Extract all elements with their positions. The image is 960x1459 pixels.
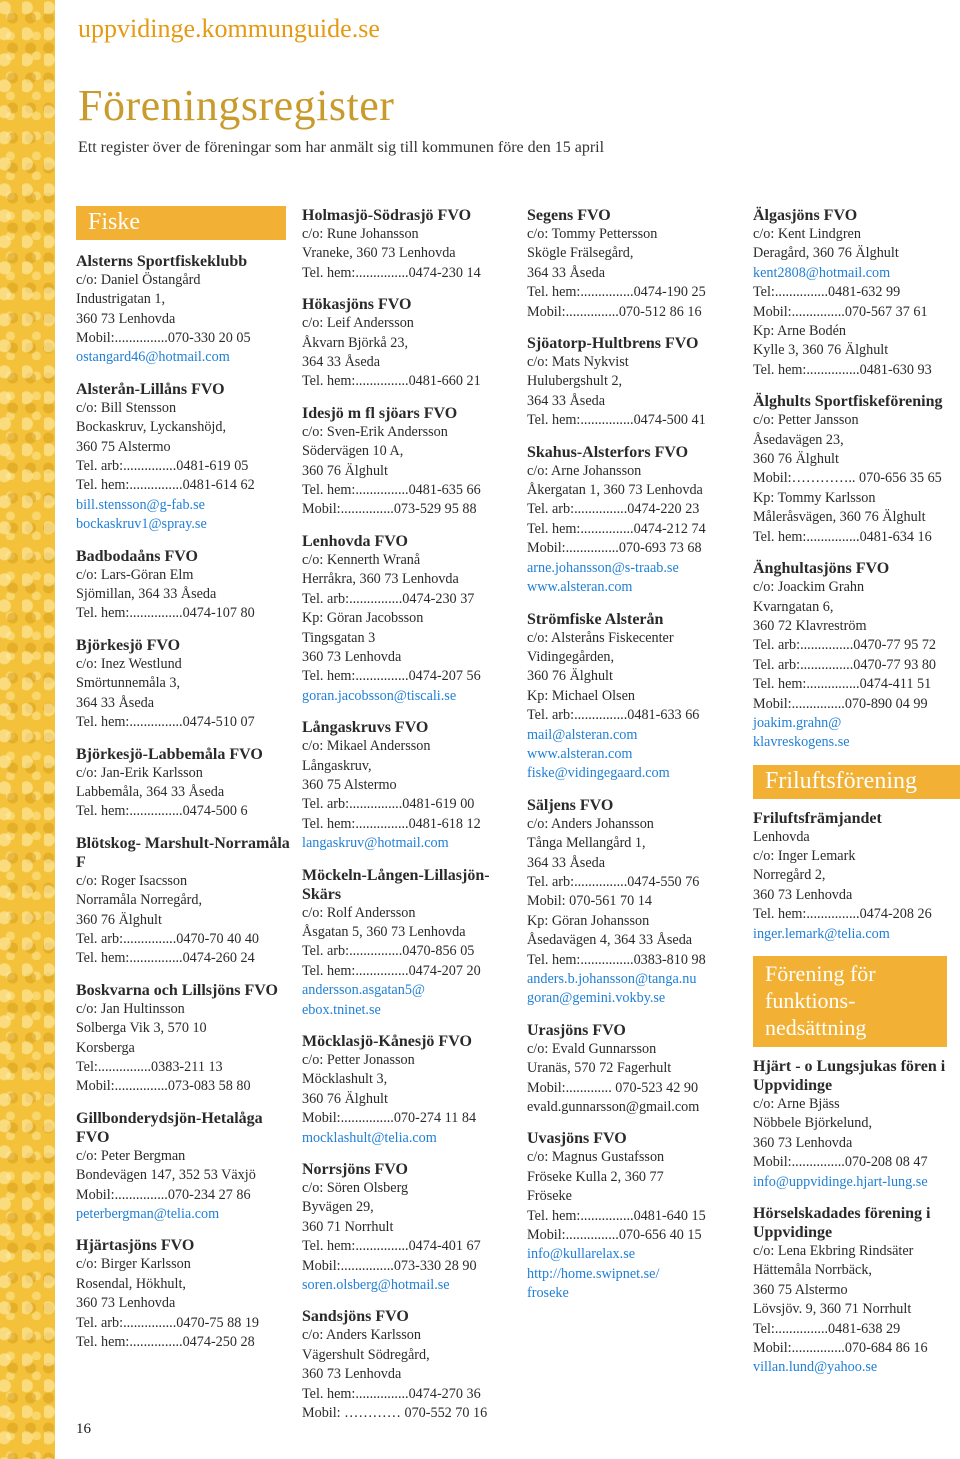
association-name: Norrsjöns FVO [302, 1161, 408, 1179]
association-entry [302, 295, 522, 392]
contact-line: Mobil:...............070-567 37 61 [753, 303, 928, 320]
association-name: Änghultasjöns FVO [753, 560, 890, 578]
association-entry [76, 380, 296, 535]
contact-line: Uranäs, 570 72 Fagerhult [527, 1060, 672, 1077]
contact-line: c/o: Daniel Östangård [76, 271, 201, 288]
contact-line: c/o: Leif Andersson [302, 315, 414, 332]
contact-line: c/o: Kennerth Wranå [302, 551, 421, 568]
contact-line: Åkvarn Björkå 23, [302, 334, 408, 351]
contact-line: evald.gunnarsson@gmail.com [527, 1099, 700, 1116]
association-name: Alsterns Sportfiskeklubb [76, 252, 248, 270]
contact-link[interactable]: www.alsteran.com [527, 745, 633, 762]
contact-line: Långaskruv, [302, 757, 372, 774]
contact-line: c/o: Inger Lemark [753, 847, 856, 864]
contact-line: Södervägen 10 A, [302, 443, 404, 460]
association-entry [302, 866, 522, 1020]
contact-link[interactable]: ebox.tninet.se [302, 1001, 381, 1018]
association-entry [527, 206, 747, 322]
contact-line: Mobil:...............070-208 08 47 [753, 1154, 928, 1171]
contact-line: Tel. hem:...............0474-207 20 [302, 962, 481, 979]
contact-line: Vägershult Södregård, [302, 1346, 430, 1363]
contact-line: 360 76 Älghult [753, 451, 839, 468]
contact-line: Industrigatan 1, [76, 291, 166, 308]
contact-link[interactable]: www.alsteran.com [527, 579, 633, 596]
contact-line: Vidingegården, [527, 648, 615, 665]
association-entry [76, 636, 296, 733]
contact-line: c/o: Peter Bergman [76, 1147, 186, 1164]
contact-line: Solberga Vik 3, 570 10 [76, 1020, 207, 1037]
contact-line: Tel. arb:...............0470-856 05 [302, 943, 475, 960]
contact-link[interactable]: villan.lund@yahoo.se [753, 1359, 878, 1376]
contact-line: 360 73 Lenhovda [76, 1295, 176, 1312]
contact-line: Tel. hem:...............0474-260 24 [76, 950, 255, 967]
association-entry [753, 559, 960, 753]
contact-line: c/o: Arne Bjäss [753, 1095, 840, 1112]
association-name: Hörselskadades förening i Uppvidinge [753, 1205, 931, 1242]
association-name: Långaskruvs FVO [302, 719, 429, 737]
association-entry [753, 206, 960, 380]
contact-line: c/o: Anders Karlsson [302, 1327, 421, 1344]
contact-link[interactable]: ostangard46@hotmail.com [76, 349, 230, 366]
contact-line: c/o: Rune Johansson [302, 226, 419, 242]
contact-line: Tel. hem:...............0474-270 36 [302, 1385, 481, 1402]
association-name: Alsterån-Lillåns FVO [76, 380, 225, 398]
association-entry [527, 1129, 747, 1303]
association-name: Möckeln-Lången-Lillasjön-Skärs [302, 866, 490, 903]
contact-line: Mobil:...............070-890 04 99 [753, 695, 928, 712]
contact-line: Tånga Mellangård 1, [527, 835, 646, 852]
contact-line: Mobil:...............070-684 86 16 [753, 1340, 928, 1357]
contact-line: Bockaskruv, Lyckanshöjd, [76, 419, 226, 436]
association-name: Holmasjö-Södrasjö FVO [302, 207, 472, 224]
column-1 [76, 206, 296, 1364]
association-entry [302, 1160, 522, 1295]
contact-line: Tel. arb:...............0481-619 00 [302, 796, 475, 813]
association-name: Älgasjöns FVO [753, 207, 858, 224]
association-name: Idesjö m fl sjöars FVO [302, 404, 458, 422]
contact-line: Rosendal, Hökhult, [76, 1275, 186, 1292]
contact-link[interactable]: langaskruv@hotmail.com [302, 835, 449, 852]
contact-link[interactable]: peterbergman@telia.com [76, 1206, 220, 1223]
association-name: Sjöatorp-Hultbrens FVO [527, 335, 699, 353]
contact-line: 364 33 Åseda [527, 854, 606, 871]
contact-line: c/o: Lena Ekbring Rindsäter [753, 1243, 914, 1260]
contact-link[interactable]: andersson.asgatan5@ [302, 982, 425, 999]
contact-line: 360 72 Klavreström [753, 617, 867, 634]
association-entry [302, 1032, 522, 1148]
contact-line: 364 33 Åseda [527, 392, 606, 409]
contact-line: Tel. hem:...............0481-618 12 [302, 815, 481, 832]
contact-line: Vraneke, 360 73 Lenhovda [302, 245, 456, 262]
contact-line: 364 33 Åseda [76, 694, 155, 711]
association-entry [527, 443, 747, 598]
association-name: Sandsjöns FVO [302, 1308, 409, 1326]
contact-line: Möcklashult 3, [302, 1071, 388, 1088]
contact-line: Mobil:...............070-330 20 05 [76, 330, 251, 347]
association-name: Segens FVO [527, 207, 611, 224]
contact-line: Tel. hem:...............0474-401 67 [302, 1238, 481, 1255]
contact-line: c/o: Magnus Gustafsson [527, 1149, 665, 1166]
contact-line: Tel. hem:...............0474-510 07 [76, 714, 255, 731]
page-number: 16 [76, 1421, 91, 1437]
association-name: Lenhovda FVO [302, 532, 408, 550]
contact-line: Mobil:...............070-274 11 84 [302, 1110, 477, 1127]
contact-line: 360 73 Lenhovda [302, 1366, 402, 1383]
contact-line: Mobil:………….. 070-656 35 65 [753, 470, 942, 487]
association-name: Gillbonderydsjön-Hetalåga FVO [76, 1109, 263, 1146]
contact-line: Tel. hem:...............0474-208 26 [753, 906, 932, 923]
contact-line: 360 75 Alstermo [76, 438, 171, 455]
contact-line: Kp: Michael Olsen [527, 687, 635, 704]
contact-line: Mobil:...............070-693 73 68 [527, 540, 702, 557]
contact-line: 360 71 Norrhult [302, 1218, 394, 1235]
contact-line: Bondevägen 147, 352 53 Växjö [76, 1167, 256, 1184]
contact-line: Lenhovda [753, 828, 810, 845]
association-entry [302, 1307, 522, 1423]
contact-line: 360 73 Lenhovda [753, 886, 853, 903]
contact-line: Hättemåla Norrbäck, [753, 1262, 872, 1279]
contact-line: Tel. arb:...............0481-633 66 [527, 707, 700, 724]
contact-link[interactable]: klavreskogens.se [753, 734, 850, 751]
contact-line: c/o: Sven-Erik Andersson [302, 423, 448, 440]
contact-line: c/o: Sören Olsberg [302, 1180, 409, 1197]
contact-line: Tel. hem:...............0481-614 62 [76, 477, 255, 494]
contact-link[interactable]: mail@alsteran.com [527, 726, 638, 743]
contact-line: Åkergatan 1, 360 73 Lenhovda [527, 482, 703, 499]
contact-line: 360 76 Älghult [302, 1090, 388, 1107]
association-entry [753, 1204, 960, 1378]
contact-line: Tel. hem:...............0474-230 14 [302, 264, 481, 281]
section-header-fiske: Fiske [76, 206, 286, 240]
association-entry [527, 1021, 747, 1118]
contact-line: Tel:...............0383-211 13 [76, 1058, 223, 1075]
association-name: Urasjöns FVO [527, 1021, 626, 1039]
association-name: Friluftsfrämjandet [753, 809, 882, 827]
contact-line: Mobil:...............070-656 40 15 [527, 1227, 702, 1244]
contact-line: c/o: Petter Jansson [753, 412, 859, 429]
contact-line: Deragård, 360 76 Älghult [753, 245, 899, 262]
contact-line: Tel:...............0481-638 29 [753, 1320, 901, 1337]
contact-line: c/o: Rolf Andersson [302, 904, 416, 921]
contact-line: c/o: Anders Johansson [527, 815, 654, 832]
contact-line: Tel. arb:...............0470-70 40 40 [76, 930, 260, 947]
contact-line: Lövsjöv. 9, 360 71 Norrhult [753, 1301, 912, 1318]
contact-line: 360 75 Alstermo [753, 1281, 848, 1298]
contact-line: Norregård 2, [753, 867, 826, 884]
association-entry [753, 809, 960, 944]
contact-line: c/o: Mats Nykvist [527, 354, 629, 371]
association-entry [527, 334, 747, 431]
contact-line: c/o: Evald Gunnarsson [527, 1040, 657, 1057]
contact-line: Tel. hem:...............0481-630 93 [753, 361, 932, 378]
association-entry [76, 1109, 296, 1225]
section-header-forening-for-funktions-nedsattning: Förening för funktions-nedsättning [753, 956, 947, 1047]
contact-line: Mobil: ………… 070-552 70 16 [302, 1405, 488, 1422]
contact-line: c/o: Lars-Göran Elm [76, 566, 194, 583]
contact-line: Kp: Göran Jacobsson [302, 610, 424, 627]
contact-line: 360 76 Älghult [302, 462, 388, 479]
contact-line: Tel. arb:...............0474-550 76 [527, 873, 700, 890]
contact-line: Tel. hem:...............0481-640 15 [527, 1207, 706, 1224]
contact-link[interactable]: bockaskruv1@spray.se [76, 516, 207, 533]
association-entry [76, 1236, 296, 1352]
section-header-friluftsforening: Friluftsförening [753, 765, 960, 799]
association-name: Blötskog- Marshult-Norramåla F [76, 834, 290, 871]
association-name: Älghults Sportfiskeförening [753, 393, 943, 411]
association-entry [753, 1057, 960, 1192]
contact-line: 360 75 Alstermo [302, 776, 397, 793]
association-entry [302, 206, 522, 283]
contact-line: 360 76 Älghult [76, 911, 162, 928]
contact-line: Kylle 3, 360 76 Älghult [753, 342, 889, 359]
contact-line: Hulubergshult 2, [527, 373, 623, 390]
contact-line: Tel. arb:...............0474-220 23 [527, 501, 700, 518]
association-name: Björkesjö FVO [76, 636, 181, 654]
column-2 [302, 206, 522, 1436]
contact-line: Kp: Arne Bodén [753, 323, 846, 340]
page-title: Föreningsregister [78, 81, 395, 130]
contact-link[interactable]: goran@gemini.vokby.se [527, 990, 666, 1007]
contact-line: Mobil:...............073-330 28 90 [302, 1257, 477, 1274]
contact-line: Mobil:...............070-234 27 86 [76, 1186, 251, 1203]
association-name: Strömfiske Alsterån [527, 610, 664, 628]
contact-line: Byvägen 29, [302, 1199, 374, 1216]
contact-line: c/o: Mikael Andersson [302, 738, 431, 755]
contact-link[interactable]: arne.johansson@s-traab.se [527, 559, 679, 576]
contact-line: c/o: Tommy Pettersson [527, 226, 658, 242]
contact-line: Tel. arb:...............0470-77 95 72 [753, 637, 937, 654]
contact-line: Mobil:...............073-529 95 88 [302, 501, 477, 518]
contact-line: c/o: Petter Jonasson [302, 1052, 415, 1068]
contact-line: Tel. hem:...............0474-500 6 [76, 803, 248, 820]
contact-link[interactable]: info@uppvidinge.hjart-lung.se [753, 1173, 928, 1190]
association-name: Badbodaåns FVO [76, 547, 198, 565]
contact-link[interactable]: anders.b.johansson@tanga.nu [527, 971, 697, 987]
contact-line: Tingsgatan 3 [302, 629, 376, 646]
association-name: Skahus-Alsterfors FVO [527, 443, 689, 461]
contact-line: Tel. hem:...............0481-660 21 [302, 373, 481, 390]
contact-line: 360 73 Lenhovda [76, 310, 176, 327]
contact-line: Sjömillan, 364 33 Åseda [76, 586, 217, 603]
association-name: Säljens FVO [527, 796, 614, 814]
association-name: Uvasjöns FVO [527, 1130, 627, 1148]
contact-link[interactable]: soren.olsberg@hotmail.se [302, 1277, 450, 1294]
contact-line: c/o: Jan Hultinsson [76, 1000, 185, 1017]
column-3 [527, 206, 747, 1316]
association-name: Boskvarna och Lillsjöns FVO [76, 981, 278, 999]
association-entry [76, 745, 296, 822]
contact-line: Tel. arb:...............0470-77 93 80 [753, 656, 937, 673]
decorative-side-strip [0, 0, 55, 1459]
contact-line: Tel. hem:...............0383-810 98 [527, 951, 706, 968]
contact-link[interactable]: inger.lemark@telia.com [753, 925, 890, 942]
contact-line: Tel. hem:...............0474-411 51 [753, 676, 932, 693]
contact-line: Tel. hem:...............0481-634 16 [753, 528, 932, 545]
contact-line: Tel. hem:...............0474-207 56 [302, 668, 481, 685]
contact-line: Herråkra, 360 73 Lenhovda [302, 571, 459, 588]
association-name: Hjärtasjöns FVO [76, 1237, 195, 1255]
association-entry [76, 547, 296, 624]
contact-line: c/o: Birger Karlsson [76, 1256, 191, 1273]
contact-link[interactable]: goran.jacobsson@tiscali.se [302, 687, 457, 704]
association-entry [76, 252, 296, 368]
contact-line: Måleråsvägen, 360 76 Älghult [753, 509, 926, 526]
contact-line: Smörtunnemåla 3, [76, 675, 181, 692]
contact-line: 364 33 Åseda [302, 354, 381, 371]
column-4 [753, 206, 960, 1390]
contact-line: c/o: Roger Isacsson [76, 872, 188, 889]
contact-link[interactable]: http://home.swipnet.se/ [527, 1265, 660, 1282]
contact-line: Fröseke Kulla 2, 360 77 [527, 1168, 664, 1185]
contact-link[interactable]: fiske@vidingegaard.com [527, 765, 670, 782]
contact-link[interactable]: bill.stensson@g-fab.se [76, 496, 205, 513]
contact-line: c/o: Joackim Grahn [753, 579, 865, 596]
contact-line: c/o: Inez Westlund [76, 655, 182, 672]
association-entry [302, 532, 522, 706]
association-name: Hökasjöns FVO [302, 296, 412, 314]
association-entry [527, 796, 747, 1009]
contact-line: c/o: Kent Lindgren [753, 226, 861, 242]
contact-line: c/o: Arne Johansson [527, 462, 642, 479]
contact-line: Nöbbele Björkelund, [753, 1115, 872, 1132]
association-entry [76, 834, 296, 969]
contact-link[interactable]: kent2808@hotmail.com [753, 264, 891, 281]
association-entry [76, 981, 296, 1097]
contact-line: Mobil:............. 070-523 42 90 [527, 1079, 699, 1096]
association-entry [302, 404, 522, 520]
association-entry [753, 392, 960, 547]
contact-line: Kp: Tommy Karlsson [753, 489, 876, 506]
contact-line: Tel. arb:...............0481-619 05 [76, 458, 249, 475]
contact-line: c/o: Bill Stensson [76, 399, 177, 416]
contact-line: Korsberga [76, 1039, 135, 1056]
contact-line: 360 73 Lenhovda [302, 648, 402, 665]
contact-line: Tel:...............0481-632 99 [753, 284, 901, 301]
association-entry [527, 610, 747, 784]
contact-line: Tel. hem:...............0474-190 25 [527, 284, 706, 301]
contact-link[interactable]: info@kullarelax.se [527, 1246, 636, 1263]
contact-line: Tel. hem:...............0481-635 66 [302, 482, 481, 499]
contact-line: Skögle Frälsegård, [527, 245, 634, 262]
contact-line: Labbemåla, 364 33 Åseda [76, 783, 225, 800]
contact-line: Mobil:...............073-083 58 80 [76, 1078, 251, 1095]
contact-line: Tel. arb:...............0470-75 88 19 [76, 1314, 260, 1331]
contact-line: Mobil:...............070-512 86 16 [527, 303, 702, 320]
contact-link[interactable]: mocklashult@telia.com [302, 1129, 437, 1146]
site-url[interactable]: uppvidinge.kommunguide.se [78, 14, 380, 43]
contact-line: Fröseke [527, 1188, 572, 1205]
association-name: Hjärt - o Lungsjukas fören i Uppvidinge [753, 1057, 946, 1094]
contact-line: Tel. hem:...............0474-107 80 [76, 605, 255, 622]
contact-line: Kp: Göran Johansson [527, 912, 650, 929]
contact-line: 360 73 Lenhovda [753, 1134, 853, 1151]
contact-link[interactable]: joakim.grahn@ [753, 714, 842, 731]
contact-line: 364 33 Åseda [527, 264, 606, 281]
association-entry [302, 718, 522, 853]
association-name: Möcklasjö-Kånesjö FVO [302, 1033, 472, 1050]
contact-line: 360 76 Älghult [527, 668, 613, 685]
page-subtitle: Ett register över de föreningar som har anmält sig till kommunen före den 15 april [78, 139, 605, 156]
contact-line: Tel. hem:...............0474-250 28 [76, 1334, 255, 1351]
contact-line: Tel. hem:...............0474-212 74 [527, 520, 706, 537]
contact-line: Norramåla Norregård, [76, 892, 203, 909]
contact-line: c/o: Alsteråns Fiskecenter [527, 629, 674, 646]
contact-line: Åsedavägen 23, [753, 431, 844, 448]
contact-line: Mobil: 070-561 70 14 [527, 893, 652, 910]
contact-line: Kvarngatan 6, [753, 598, 834, 615]
contact-line: Åsgatan 5, 360 73 Lenhovda [302, 923, 466, 940]
contact-line: Tel. arb:...............0474-230 37 [302, 590, 475, 607]
association-name: Björkesjö-Labbemåla FVO [76, 745, 263, 763]
contact-line: c/o: Jan-Erik Karlsson [76, 764, 203, 781]
contact-link[interactable]: froseke [527, 1285, 569, 1302]
contact-line: Åsedavägen 4, 364 33 Åseda [527, 932, 693, 949]
contact-line: Tel. hem:...............0474-500 41 [527, 412, 706, 429]
